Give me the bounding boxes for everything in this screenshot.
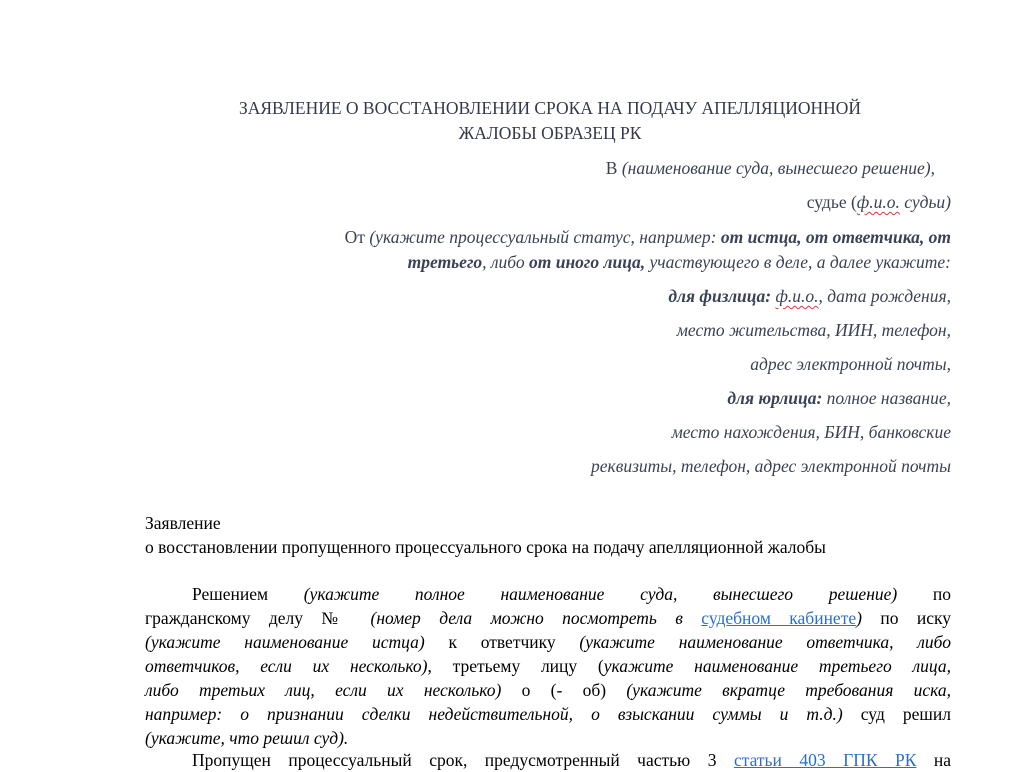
header-legal-line-1 bbox=[727, 386, 951, 411]
header-from-line-2 bbox=[408, 250, 951, 275]
header-physical-line-1 bbox=[668, 284, 951, 309]
p1-line-2 bbox=[145, 606, 951, 630]
physical-fio: ф.и.о. bbox=[775, 286, 819, 306]
p1-civil-case: гражданскому делу № bbox=[145, 608, 371, 628]
paragraph-1 bbox=[145, 582, 951, 750]
p1-line-6 bbox=[145, 702, 951, 726]
from-or: , либо bbox=[482, 252, 529, 272]
p1-plaintiff-placeholder: (укажите наименование истца) bbox=[145, 632, 425, 652]
p1-defendants-hint: ответчиков, если их несколько) bbox=[145, 656, 428, 676]
legal-full-name: полное название, bbox=[822, 388, 951, 408]
header-to-court bbox=[606, 156, 951, 181]
gpk-article-link[interactable]: статьи 403 ГПК РК bbox=[733, 750, 917, 770]
legal-requisites: реквизиты, телефон, адрес электронной почты bbox=[591, 456, 951, 476]
p1-case-number-hint: (номер дела можно посмотреть в bbox=[370, 608, 702, 628]
from-prefix: От bbox=[344, 227, 370, 247]
p1-court-placeholder: (укажите полное наименование суда, вынесшего решение) bbox=[303, 584, 898, 604]
p1-to-defendant: к ответчику bbox=[424, 632, 580, 652]
to-prefix: В bbox=[605, 158, 622, 178]
p1-third-party-placeholder: укажите наименование третьего лица, bbox=[603, 656, 951, 676]
physical-person-label: для физлица: bbox=[668, 286, 772, 306]
from-then-specify: участвующего в деле, а далее укажите: bbox=[645, 252, 951, 272]
paragraph-2 bbox=[145, 748, 951, 772]
statement-heading bbox=[145, 511, 951, 559]
p1-court-decided: суд решил bbox=[842, 704, 951, 724]
p1-third-party: , третьему лицу ( bbox=[427, 656, 604, 676]
p2-line-1 bbox=[145, 748, 951, 772]
header-from-line-1 bbox=[345, 225, 951, 250]
p1-on: по bbox=[897, 584, 951, 604]
from-third-party: третьего bbox=[407, 252, 483, 272]
p1-defendant-placeholder: (укажите наименование ответчика, либо bbox=[579, 632, 952, 652]
legal-entity-label: для юрлица: bbox=[727, 388, 823, 408]
p1-line-7 bbox=[145, 726, 951, 750]
from-status-hint: (укажите процессуальный статус, например: bbox=[369, 227, 721, 247]
p1-claim-placeholder: (укажите вкратце требования иска, bbox=[626, 680, 952, 700]
p1-line-1 bbox=[145, 582, 951, 606]
p1-line-5 bbox=[145, 678, 951, 702]
physical-birthdate: , дата рождения, bbox=[818, 286, 951, 306]
p1-line-3 bbox=[145, 630, 951, 654]
p2-missed-term: Пропущен процессуальный срок, предусмотренный частью 3 bbox=[192, 750, 734, 770]
p1-close-paren: ) bbox=[856, 608, 862, 628]
legal-location: место нахождения, БИН, банковские bbox=[671, 422, 951, 442]
judge-fio: ф.и.о. bbox=[856, 192, 900, 212]
statement-heading-1: Заявление bbox=[145, 513, 221, 533]
court-cabinet-link[interactable]: судебном кабинете bbox=[701, 608, 857, 628]
judge-suffix: судьи) bbox=[899, 192, 951, 212]
judge-prefix: судье ( bbox=[806, 192, 857, 212]
header-physical-line-3 bbox=[750, 352, 951, 377]
p1-decision-placeholder: (укажите, что решил суд). bbox=[145, 728, 349, 748]
statement-heading-2: о восстановлении пропущенного процессуального срока на подачу апелляционной жалобы bbox=[145, 537, 826, 557]
title-line-1: ЗАЯВЛЕНИЕ О ВОССТАНОВЛЕНИИ СРОКА НА ПОДАЧУ АПЕЛЛЯЦИОННОЙ bbox=[238, 98, 862, 118]
p1-claim-examples: например: о признании сделки недействительной, о взыскании суммы и т.д.) bbox=[145, 704, 843, 724]
physical-residence: место жительства, ИИН, телефон, bbox=[676, 320, 951, 340]
p1-about: о (- об) bbox=[501, 680, 627, 700]
header-judge bbox=[807, 190, 951, 215]
to-court-placeholder: (наименование суда, вынесшего решение), bbox=[621, 158, 935, 178]
p1-decision: Решением bbox=[192, 584, 304, 604]
p1-by-claim: по иску bbox=[861, 608, 951, 628]
physical-email: адрес электронной почты, bbox=[750, 354, 951, 374]
from-party-options: от истца, от ответчика, от bbox=[720, 227, 951, 247]
title-line-2: ЖАЛОБЫ ОБРАЗЕЦ РК bbox=[458, 123, 642, 143]
from-other-person: от иного лица, bbox=[529, 252, 646, 272]
header-legal-line-3 bbox=[591, 454, 951, 479]
header-physical-line-2 bbox=[677, 318, 951, 343]
p2-on: на bbox=[916, 750, 951, 770]
header-legal-line-2 bbox=[672, 420, 951, 445]
p1-third-parties-hint: либо третьих лиц, если их несколько) bbox=[145, 680, 502, 700]
p1-line-4 bbox=[145, 654, 951, 678]
document-title bbox=[150, 96, 950, 146]
